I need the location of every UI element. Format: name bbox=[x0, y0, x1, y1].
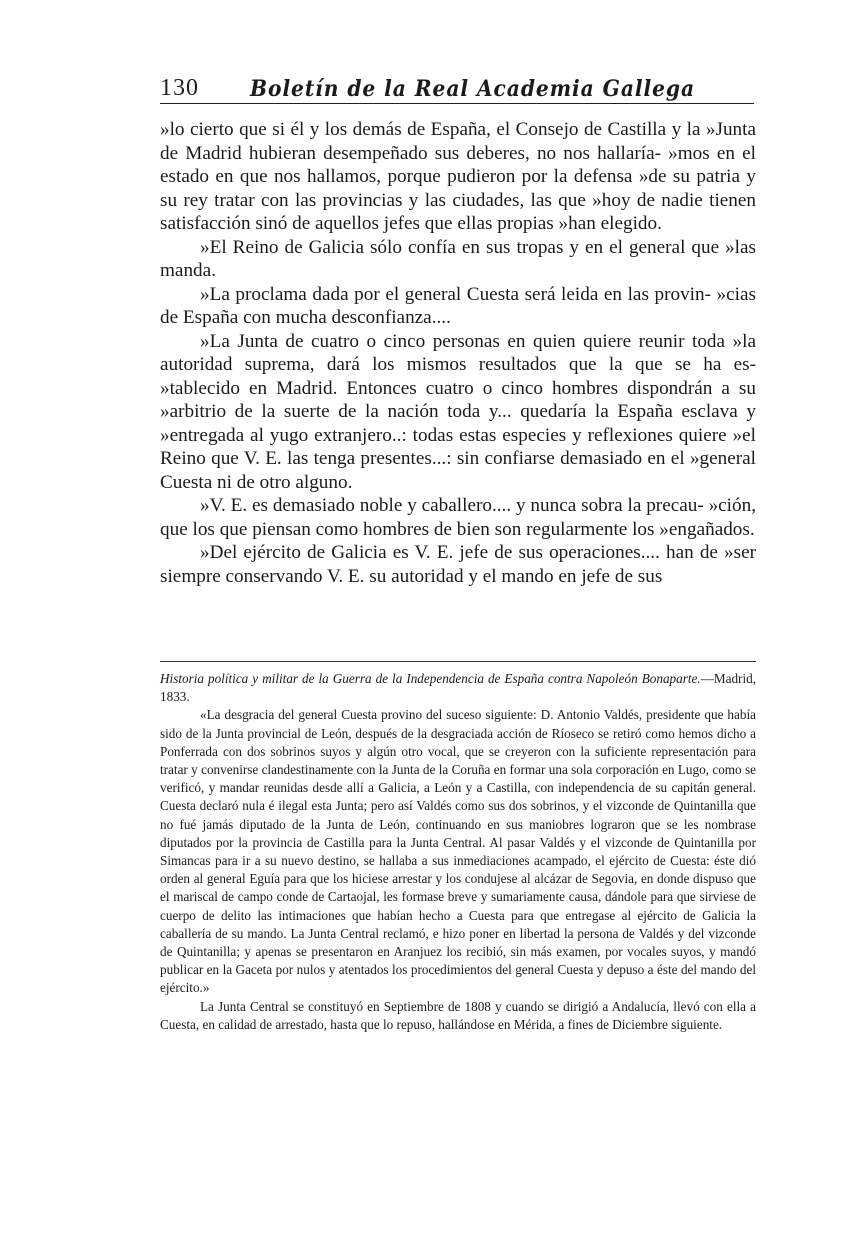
footnote-rule bbox=[160, 661, 756, 662]
footnote-source-title: Historia política y militar de la Guerra de la Independencia de España contra Napoleón Bonaparte. bbox=[160, 671, 701, 686]
footnotes bbox=[160, 670, 756, 1034]
footnote-source-place: —Madrid, 1833. bbox=[160, 671, 756, 705]
main-text bbox=[160, 118, 756, 588]
page-number: 130 bbox=[160, 75, 199, 101]
header-rule bbox=[160, 103, 754, 104]
footnote-closing: La Junta Central se constituyó en Septiembre de 1808 y cuando se dirigió a Andalucía, llevó con ella a Cuesta, en calidad de arrestado, hasta que lo repuso, hallándose en Mérida, a fines de Diciembre siguiente. bbox=[160, 998, 756, 1032]
paragraph: »lo cierto que si él y los demás de España, el Consejo de Castilla y la »Junta de Madrid hubieran desempeñado sus deberes, no nos hallaría- »mos en el estado en que nos hallamos, porque pudieron por la defensa »de su patria y su rey tratar con las provincias y las ciudades, las que »hoy de nadie tienen satisfacción sinó de aquellos jefes que ellas propias »han elegido. bbox=[160, 119, 756, 234]
footnote-source bbox=[160, 670, 756, 706]
paragraph: »La proclama dada por el general Cuesta será leida en las provin- »cias de España con mucha desconfianza.... bbox=[160, 283, 756, 328]
paragraph: »La Junta de cuatro o cinco personas en quien quiere reunir toda »la autoridad suprema, dará los mismos resultados que la que se ha es- »tablecido en Madrid. Entonces cuatro o cinco hombres dispondrán a su »arbitrio de la suerte de la nación toda y... quedaría la España esclava y »entregada al yugo extranjero..: todas estas especies y reflexiones quiere »el Reino que V. E. las tenga presentes...: sin confiarse demasiado en el »general Cuesta ni de otro alguno. bbox=[160, 330, 756, 493]
journal-title: Boletín de la Real Academia Gallega bbox=[250, 76, 696, 102]
footnote-quote: «La desgracia del general Cuesta provino del suceso siguiente: D. Antonio Valdés, presidente que había sido de la Junta provincial de León, después de la desgraciada acción de Ríoseco se retiró como hemos dicho a Ponferrada con dos sobrinos suyos y algún otro vocal, que se creyeron con la suficiente representación para tratar y convenirse clandestinamente con la Junta de la Coruña en formar una sola corporación en Lugo, como se verificó, y mandar reunidas desde allí a Galicia, a León y a Castilla, con independencia de su capitán general. Cuesta declaró nula é ilegal esta Junta; pero así Valdés como sus dos sobrinos, y el vizconde de Quintanilla que no fué jamás diputado de la Junta de León, continuando en sus maniobres lograron que se les nombrase diputados por la provincia de Castilla para la Junta Central. Al pasar Valdés y el vizconde de Quintanilla por Simancas para ir a su nuevo destino, se hallaba a sus inmediaciones acampado, el ejército de Cuesta: éste dió orden al general Eguía para que los hiciese arrestar y los condujese al alcázar de Segovia, en donde dispuso que el mariscal de campo conde de Cartaojal, les formase breve y sumariamente causa, dándole para que sirviese de cuerpo de delito las intimaciones que habían hecho a Cuesta para que entregase al ejército de Galicia la caballería de su mando. La Junta Central reclamó, e hizo poner en libertad la persona de Valdés y del vizconde de Quintanilla; y apenas se presentaron en Aranjuez los recibió, sin más examen, por vocales suyos, y mandó publicar en la Gaceta por nulos y atentados los procedimientos del general Cuesta y depuso a éste del mando del ejército.» bbox=[160, 707, 756, 996]
paragraph: »V. E. es demasiado noble y caballero.... y nunca sobra la precau- »ción, que los que piensan como hombres de bien son regularmente los »engañados. bbox=[160, 495, 756, 540]
paragraph: »Del ejército de Galicia es V. E. jefe de sus operaciones.... han de »ser siempre conservando V. E. su autoridad y el mando en jefe de sus bbox=[160, 542, 756, 587]
paragraph: »El Reino de Galicia sólo confía en sus tropas y en el general que »las manda. bbox=[160, 236, 756, 281]
running-header bbox=[160, 68, 754, 102]
